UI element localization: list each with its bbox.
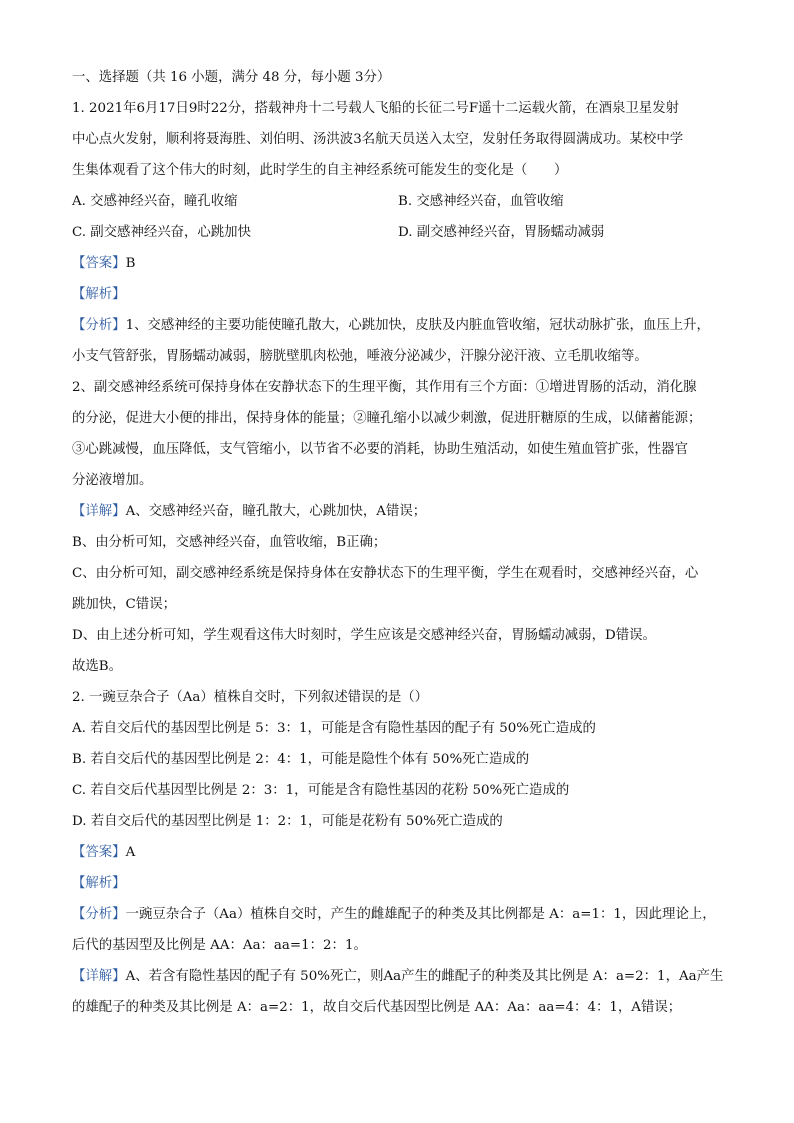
q1-detail-heading: 【详解】	[72, 504, 126, 519]
q2-option-c: C. 若自交后代基因型比例是 2：3：1，可能是含有隐性基因的花粉 50%死亡造成的	[72, 783, 570, 798]
q1-analysis-line-1: 【分析】1、交感神经的主要功能使瞳孔散大，心跳加快，皮肤及内脏血管收缩，冠状动脉扩张，血压上升，	[72, 318, 710, 333]
q2-answer	[72, 837, 724, 868]
q2-analysis-heading: 【分析】	[72, 907, 126, 922]
q1-stem-line-3: 生集体观看了这个伟大的时刻，此时学生的自主神经系统可能发生的变化是（ ）	[72, 163, 568, 178]
q1-analysis-line-6: 分泌液增加。	[72, 473, 153, 488]
q1-option-a: A. 交感神经兴奋，瞳孔收缩	[72, 194, 238, 209]
q1-detail-line-4: 跳加快，C错误；	[72, 597, 176, 612]
q2-detail-line-1: 【详解】A、若含有隐性基因的配子有 50%死亡，则Aa产生的雌配子的种类及其比例是 A：a=2：1，Aa产生	[72, 969, 724, 984]
q2-detail-line-2: 的雄配子的种类及其比例是 A：a=2：1，故自交后代基因型比例是 AA：Aa：aa=4：4：1，A错误；	[72, 1000, 682, 1015]
q2-answer-label: 【答案】	[72, 845, 126, 860]
q2-option-d: D. 若自交后代的基因型比例是 1：2：1，可能是花粉有 50%死亡造成的	[72, 814, 503, 829]
q1-answer-label: 【答案】	[72, 256, 126, 271]
q1-option-c: C. 副交感神经兴奋，心跳加快	[72, 225, 251, 240]
q1-analysis-line-3: 2、副交感神经系统可保持身体在安静状态下的生理平衡，其作用有三个方面：①增进胃肠的活动，消化腺	[72, 380, 697, 395]
q1-stem-line-2: 中心点火发射，顺利将聂海胜、刘伯明、汤洪波3名航天员送入太空，发射任务取得圆满成功。某校中学	[72, 132, 684, 147]
q1-stem-line-1: 1. 2021年6月17日9时22分，搭载神舟十二号载人飞船的长征二号F遥十二运载火箭，在酒泉卫星发射	[72, 101, 679, 116]
q2-option-b: B. 若自交后代的基因型比例是 2：4：1，可能是隐性个体有 50%死亡造成的	[72, 752, 530, 767]
q2-analysis-label: 【解析】	[72, 876, 126, 891]
q1-detail-line-3: C、由分析可知，副交感神经系统是保持身体在安静状态下的生理平衡，学生在观看时，交感神经兴奋，心	[72, 566, 699, 581]
q1-options-row-1	[72, 186, 724, 217]
q1-detail-line-6: 故选B。	[72, 659, 123, 674]
q2-detail-heading: 【详解】	[72, 969, 126, 984]
q1-detail-line-5: D、由上述分析可知，学生观看这伟大时刻时，学生应该是交感神经兴奋，胃肠蠕动减弱，D错误。	[72, 628, 656, 643]
q1-option-d: D. 副交感神经兴奋，胃肠蠕动减弱	[398, 225, 605, 240]
q1-analysis-line-4: 的分泌，促进大小便的排出，保持身体的能量；②瞳孔缩小以减少刺激，促进肝糖原的生成，以储蓄能源；	[72, 411, 702, 426]
q1-options-row-2	[72, 217, 724, 248]
q1-answer	[72, 248, 724, 279]
q2-stem: 2. 一豌豆杂合子（Aa）植株自交时，下列叙述错误的是（）	[72, 690, 429, 705]
q1-analysis-label: 【解析】	[72, 287, 126, 302]
document-page	[72, 62, 724, 1023]
q1-answer-value: B	[125, 256, 136, 271]
q2-answer-value: A	[125, 845, 136, 860]
section-header: 一、选择题（共 16 小题，满分 48 分，每小题 3分）	[72, 70, 391, 85]
q2-analysis-line-1: 【分析】一豌豆杂合子（Aa）植株自交时，产生的雌雄配子的种类及其比例都是 A：a=1：1，因此理论上，	[72, 907, 716, 922]
q2-analysis-line-2: 后代的基因型及比例是 AA：Aa：aa=1：2：1。	[72, 938, 367, 953]
q2-option-a: A. 若自交后代的基因型比例是 5：3：1，可能是含有隐性基因的配子有 50%死亡造成的	[72, 721, 596, 736]
q1-option-b: B. 交感神经兴奋，血管收缩	[398, 194, 564, 209]
q1-detail-line-1: 【详解】A、交感神经兴奋，瞳孔散大，心跳加快，A错误；	[72, 504, 427, 519]
q1-detail-line-2: B、由分析可知，交感神经兴奋，血管收缩，B正确；	[72, 535, 387, 550]
q1-analysis-line-5: ③心跳减慢，血压降低，支气管缩小，以节省不必要的消耗，协助生殖活动，如使生殖血管扩张，性器官	[72, 442, 688, 457]
q1-analysis-heading: 【分析】	[72, 318, 126, 333]
q1-analysis-line-2: 小支气管舒张，胃肠蠕动减弱，膀胱壁肌肉松弛，唾液分泌减少，汗腺分泌汗液、立毛肌收缩等。	[72, 349, 648, 364]
